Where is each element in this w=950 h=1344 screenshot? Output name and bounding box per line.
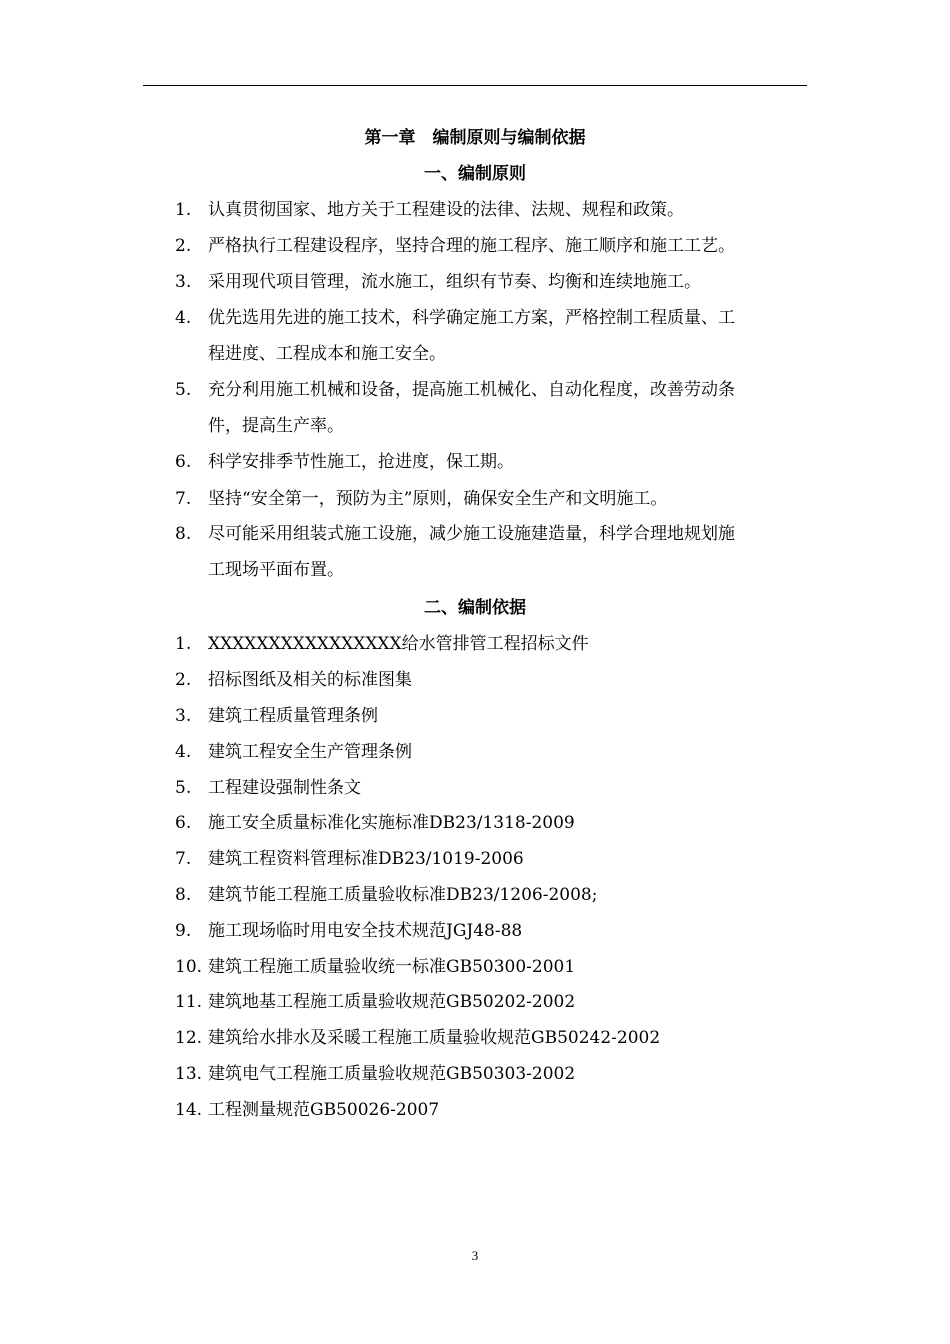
list-item-text: 建筑工程资料管理标准DB23/1019-2006 <box>208 849 524 869</box>
list-item-text: 建筑给水排水及采暖工程施工质量验收规范GB50242-2002 <box>208 1028 661 1048</box>
list-item-number: 1. <box>175 200 192 220</box>
list-item-text: 坚持“安全第一，预防为主”原则，确保安全生产和文明施工。 <box>208 489 668 509</box>
list-item-number: 2. <box>175 670 192 690</box>
list-item-continuation: 工现场平面布置。 <box>208 560 344 580</box>
list-item-text: 建筑工程施工质量验收统一标准GB50300-2001 <box>208 957 576 977</box>
list-item-number: 5. <box>175 380 192 400</box>
list-item-continuation: 件，提高生产率。 <box>208 416 344 436</box>
list-item-number: 9. <box>175 921 192 941</box>
header-rule <box>143 85 807 86</box>
section-title-principles: 一、编制原则 <box>424 164 526 184</box>
list-item-text: 建筑节能工程施工质量验收标准DB23/1206-2008; <box>208 885 598 905</box>
list-item-number: 4. <box>175 308 192 328</box>
list-item-number: 13. <box>175 1064 203 1084</box>
list-item-number: 10. <box>175 957 203 977</box>
list-item-number: 5. <box>175 778 192 798</box>
list-item-number: 6. <box>175 813 192 833</box>
list-item-number: 8. <box>175 885 192 905</box>
list-item-number: 3. <box>175 706 192 726</box>
chapter-title: 第一章 编制原则与编制依据 <box>364 128 586 148</box>
list-item-number: 6. <box>175 452 192 472</box>
list-item-number: 3. <box>175 272 192 292</box>
list-item-number: 1. <box>175 634 192 654</box>
list-item-text: 施工安全质量标准化实施标准DB23/1318-2009 <box>208 813 575 833</box>
section-title-basis: 二、编制依据 <box>424 598 526 618</box>
list-item-number: 7. <box>175 849 192 869</box>
list-item-text: 建筑工程质量管理条例 <box>208 706 378 726</box>
list-item-text: 充分利用施工机械和设备，提高施工机械化、自动化程度，改善劳动条 <box>208 380 735 400</box>
list-item-text: 优先选用先进的施工技术，科学确定施工方案，严格控制工程质量、工 <box>208 308 735 328</box>
list-item-text: 科学安排季节性施工，抢进度，保工期。 <box>208 452 514 472</box>
list-item-text: 建筑工程安全生产管理条例 <box>208 742 412 762</box>
list-item-text: 工程测量规范GB50026-2007 <box>208 1100 440 1120</box>
list-item-number: 11. <box>175 992 203 1012</box>
list-item-text: 采用现代项目管理，流水施工，组织有节奏、均衡和连续地施工。 <box>208 272 701 292</box>
list-item-number: 12. <box>175 1028 203 1048</box>
list-item-text: 认真贯彻国家、地方关于工程建设的法律、法规、规程和政策。 <box>208 200 684 220</box>
list-item-number: 8. <box>175 524 192 544</box>
page-number: 3 <box>471 1248 479 1263</box>
list-item-text: 严格执行工程建设程序，坚持合理的施工程序、施工顺序和施工工艺。 <box>208 236 735 256</box>
list-item-text: 招标图纸及相关的标准图集 <box>208 670 412 690</box>
list-item-text: 尽可能采用组装式施工设施，减少施工设施建造量，科学合理地规划施 <box>208 524 735 544</box>
list-item-text: XXXXXXXXXXXXXXXX给水管排管工程招标文件 <box>208 634 589 654</box>
list-item-text: 施工现场临时用电安全技术规范JGJ48-88 <box>208 921 523 941</box>
list-item-number: 7. <box>175 489 192 509</box>
list-item-number: 4. <box>175 742 192 762</box>
list-item-number: 14. <box>175 1100 203 1120</box>
list-item-text: 工程建设强制性条文 <box>208 778 361 798</box>
list-item-text: 建筑地基工程施工质量验收规范GB50202-2002 <box>208 992 576 1012</box>
list-item-number: 2. <box>175 236 192 256</box>
list-item-continuation: 程进度、工程成本和施工安全。 <box>208 344 446 364</box>
list-item-text: 建筑电气工程施工质量验收规范GB50303-2002 <box>208 1064 576 1084</box>
